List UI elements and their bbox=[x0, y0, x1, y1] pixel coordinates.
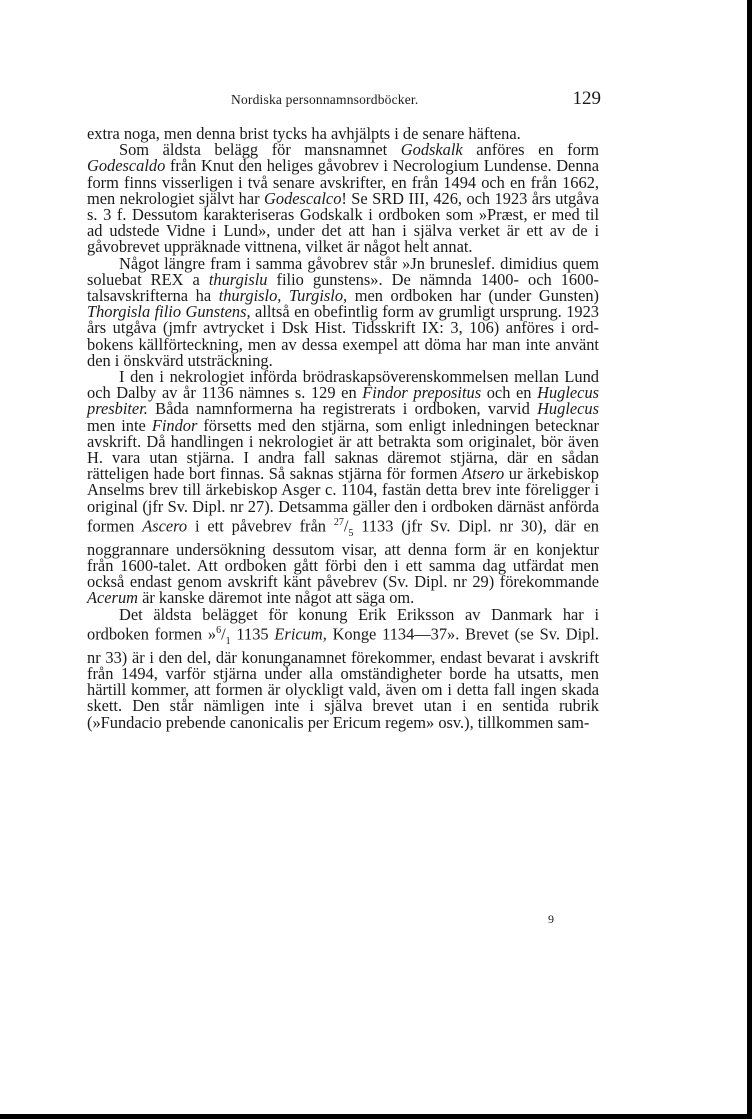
text-run: ur ärkebiskop Anselms brev till ärkebiskop Asger c. 1104, fastän detta brev inte föreligger i original (jfr Sv. Dipl. nr 27). Detsamma gäller den i ordboken därnäst anförda formen bbox=[87, 464, 599, 536]
paragraph bbox=[87, 369, 599, 607]
italic-text: Atsero bbox=[462, 464, 505, 484]
text-run: men inte bbox=[87, 415, 152, 435]
text-run: Båda namnformerna ha registrerats i ordboken, varvid bbox=[147, 399, 538, 419]
text-run: , Konge 1134—37». Brevet (se Sv. Dipl. nr 33) är i den del, där konunganamnet förekommer, endast bevarat i avskrift från 1494, varför stjärna under alla omständigheter borde ha utsatts, men härtill kommer, att formen är olyckligt vald, även om i detta fall ingen skada skett. Den står nämligen inte i själva brevet utan i en sentida rubrik (»Fundacio prebende canonicalis per Ericum regem» osv.), tillkommen sam- bbox=[87, 624, 599, 732]
text-run: ! Se SRD III, 426, och 1923 års utgåva s. 3 f. Dessutom karakteriseras Godskalk i ordboken som »Præst, er med til ad udstede Vidne i Lund», under det att han i själva verket är ett av de i gåvobrevet uppräknade vittnena, vilket är något helt annat. bbox=[87, 188, 599, 257]
page-header bbox=[231, 88, 601, 110]
text-run: från Knut den heliges gåvobrev i Necrologium Lundense. Denna form finns visserligen i två senare avskrifter, en från 1494 och en från 1662, men nekrologiet självt har bbox=[87, 156, 599, 208]
text-run: alltså en obefintlig form av grumligt ursprung. 1923 års utgåva (jmfr avtrycket i Dsk Hist. Tidsskrift IX: 3, 106) anföres i ordbokens källförteckning, men av dessa exempel att döma har man inte använt den i önskvärd utsträckning. bbox=[87, 302, 599, 370]
text-run: anföres en form bbox=[462, 140, 599, 160]
italic-text: Godskalk bbox=[400, 140, 463, 160]
scan-edge-right bbox=[747, 0, 752, 1119]
paragraph bbox=[87, 142, 599, 255]
italic-text: Huglecus presbiter. bbox=[87, 383, 600, 419]
text-run: / bbox=[343, 516, 349, 536]
scan-edge-bottom bbox=[0, 1114, 752, 1119]
text-run: försetts med den stjärna, som enligt inledningen betecknar avskrift. Då handlingen i nekrologiet är att betrakta som originalet, bör även H. vara utan stjärna. I andra fall saknas däremot stjärna, där en sådan rätteligen hade bort finnas. Så saknas stjärna för formen bbox=[87, 415, 600, 484]
body-text bbox=[87, 126, 599, 731]
italic-text: thurgislu bbox=[208, 269, 268, 289]
italic-text: thurgislo, Turgislo, bbox=[218, 286, 348, 306]
italic-text: Thorgisla filio Gunstens, bbox=[87, 302, 251, 322]
text-run: 1133 (jfr Sv. Dipl. nr 30), där en noggrannare undersökning dessutom visar, att denna form är en konjektur från 1600-talet. Att ordboken gått förbi den i ett samma dag utfärdat men också endast genom avskrift känt påvebrev (Sv. Dipl. nr 29) förekommande bbox=[87, 516, 599, 592]
text-run: är kanske däremot inte något att säga om. bbox=[137, 588, 415, 608]
text-run: Något längre fram i samma gåvobrev står »Jn bruneslef. dimidius quem soluebat REX a bbox=[87, 253, 599, 289]
text-run: I den i nekrologiet införda brödraskapsöverenskommelsen mellan Lund och Dalby av år 1136 nämnes s. 129 en bbox=[87, 367, 599, 403]
italic-text: Findor prepositus bbox=[362, 383, 482, 403]
italic-text: Godescaldo bbox=[87, 156, 166, 176]
text-run: filio gunstens». De nämnda 1400- och 1600-talsavskrifterna ha bbox=[87, 269, 599, 306]
italic-text: Huglecus bbox=[537, 399, 599, 419]
subscript-text: 5 bbox=[348, 527, 354, 539]
italic-text: Ericum bbox=[274, 624, 323, 644]
text-run: i ett påvebrev från bbox=[187, 516, 334, 536]
paragraph bbox=[87, 253, 599, 370]
italic-text: Findor bbox=[151, 415, 198, 435]
running-head: Nordiska personnamnsordböcker. bbox=[231, 92, 419, 107]
page-number: 129 bbox=[572, 88, 601, 109]
italic-text: Godescalco bbox=[264, 188, 342, 208]
text-run: / bbox=[221, 624, 226, 644]
italic-text: Acerum bbox=[87, 588, 138, 608]
text-run: 1135 bbox=[230, 624, 275, 644]
paragraph bbox=[87, 604, 599, 732]
italic-text: Ascero bbox=[142, 516, 188, 536]
subscript-text: 1 bbox=[225, 635, 231, 647]
text-run: och en bbox=[481, 383, 538, 403]
superscript-text: 27 bbox=[333, 516, 344, 528]
signature-mark: 9 bbox=[548, 912, 554, 926]
text-run: men ordboken har (under Gunsten) bbox=[347, 286, 599, 306]
text-run: Det äldsta belägget för konung Erik Eriksson av Danmark har i ordboken formen » bbox=[87, 604, 599, 644]
text-run: Som äldsta belägg för mansnamnet bbox=[119, 140, 401, 160]
text-run: extra noga, men denna brist tycks ha avhjälpts i de senare häftena. bbox=[87, 124, 521, 143]
superscript-text: 6 bbox=[216, 624, 222, 636]
